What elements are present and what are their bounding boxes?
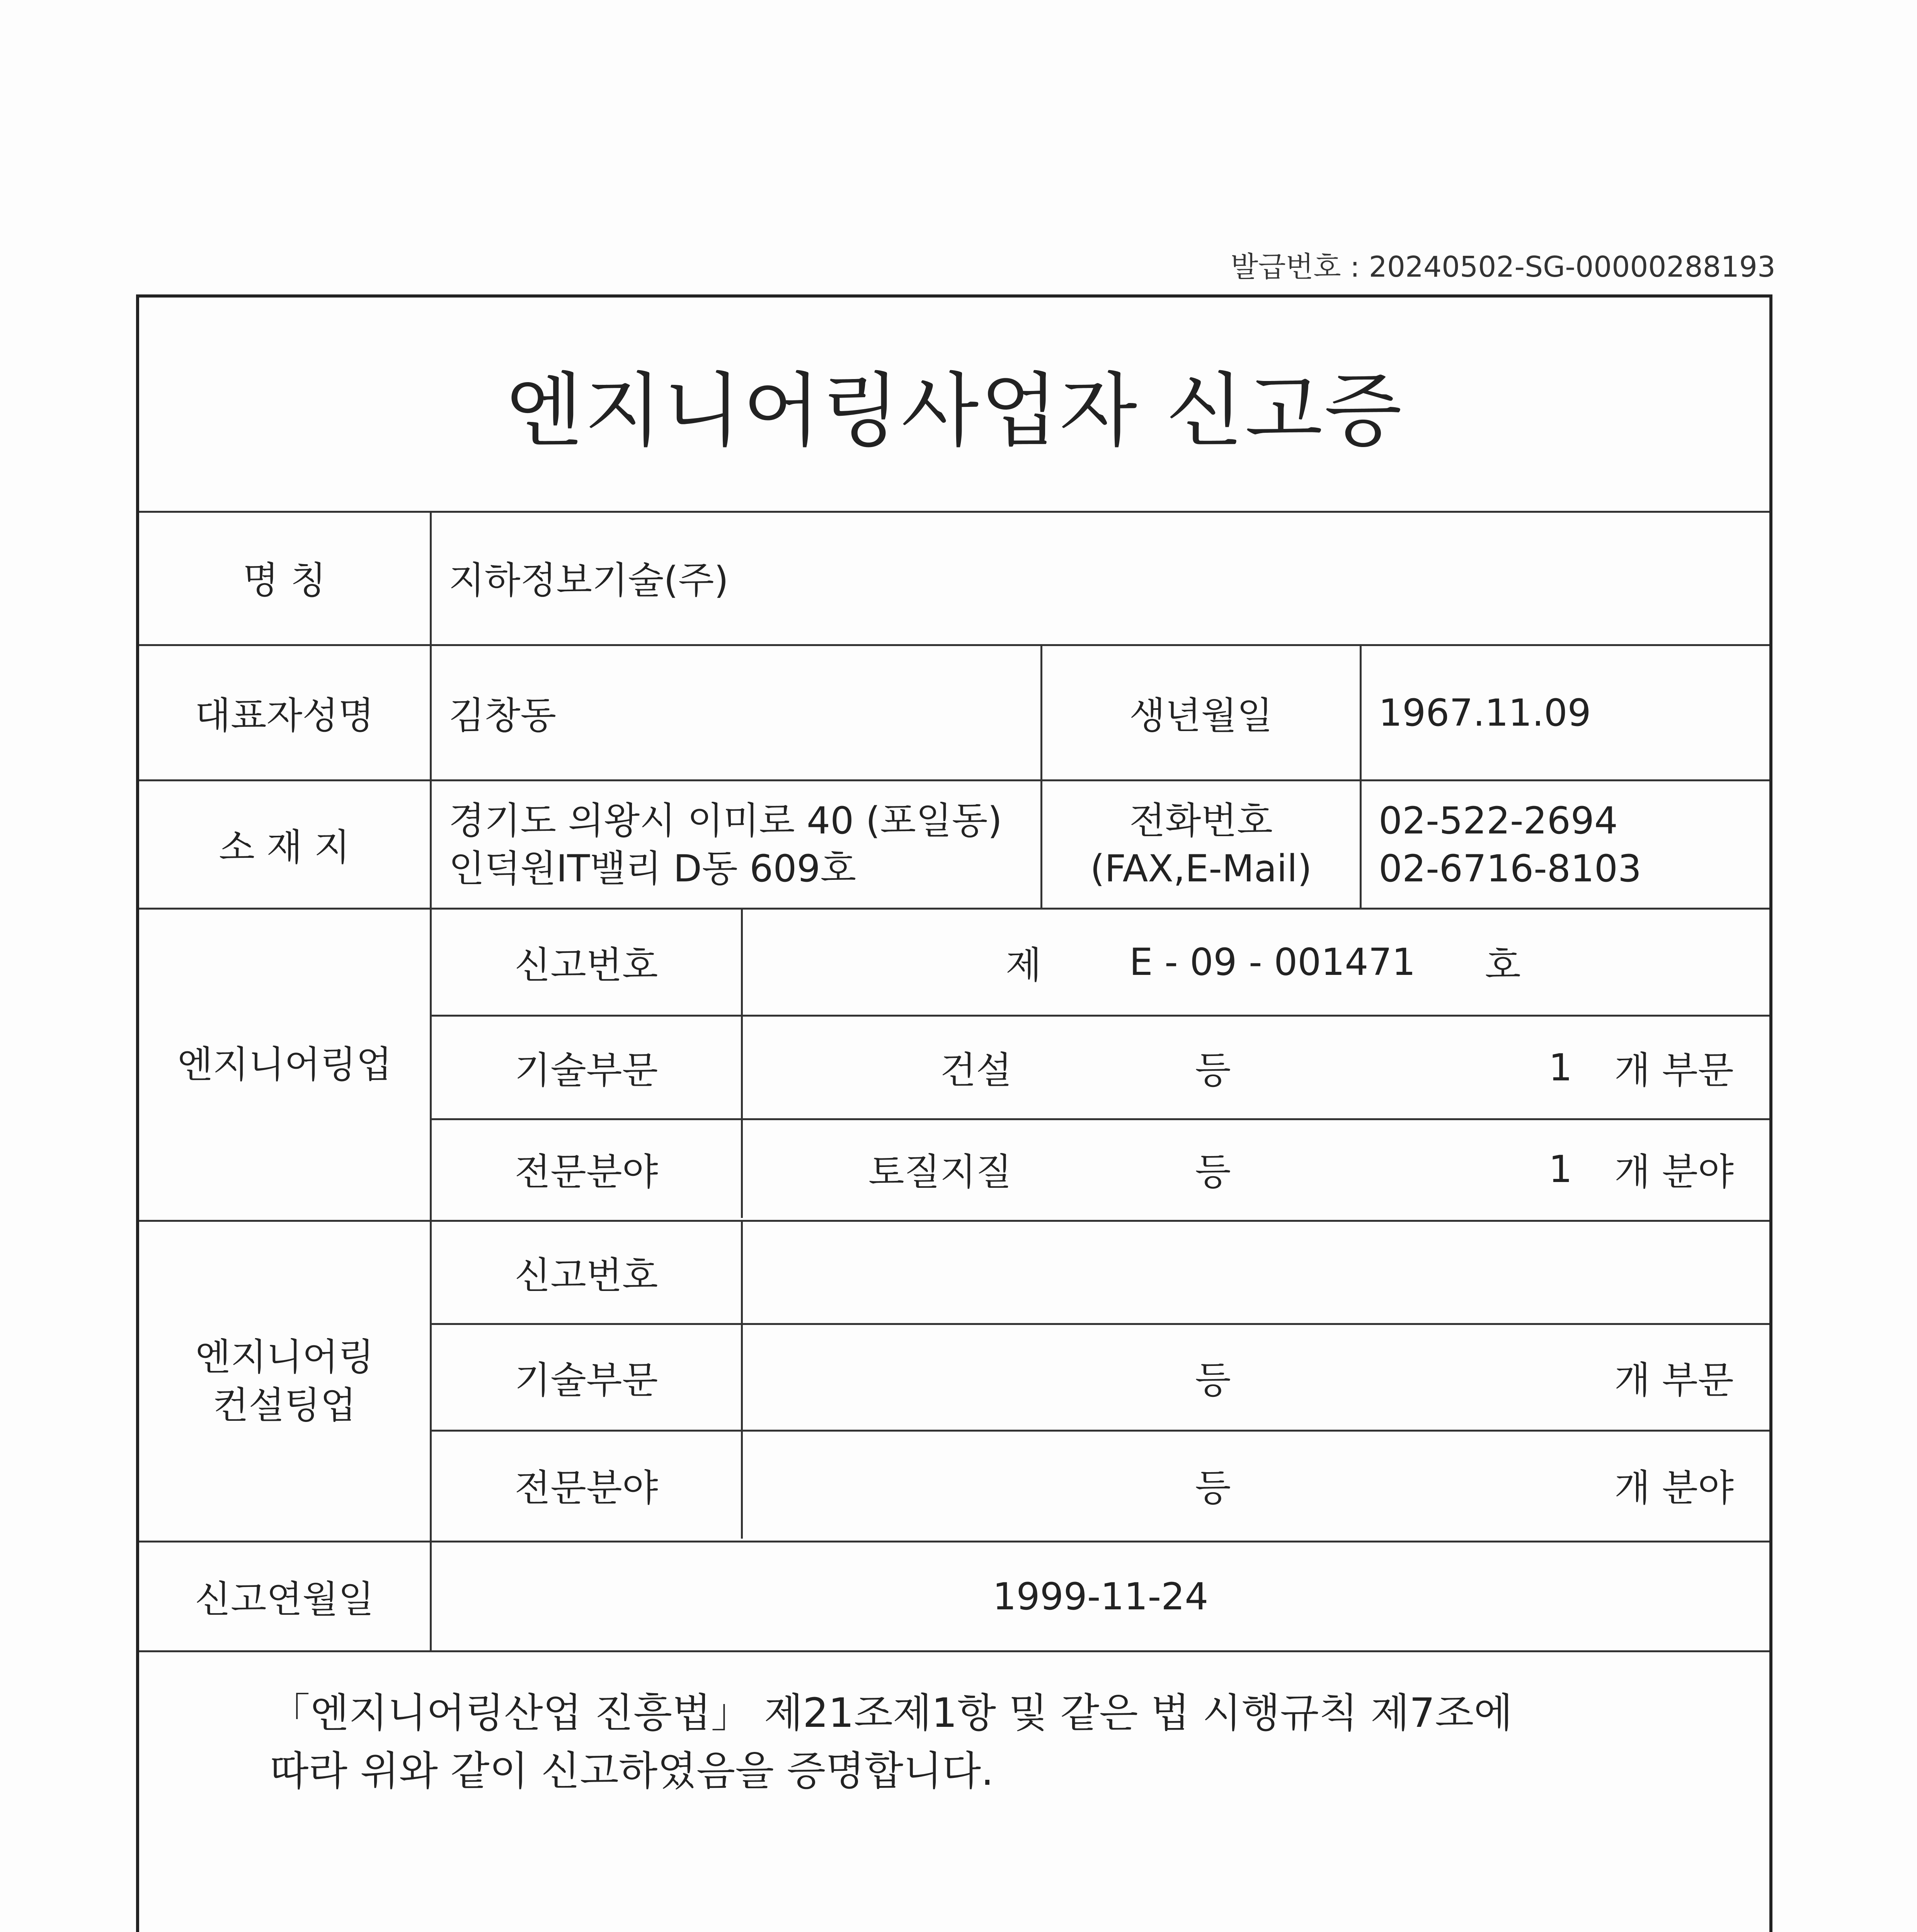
name-label: 명 칭 bbox=[243, 559, 326, 602]
consulting-field-label: 전문분야 bbox=[514, 1466, 658, 1510]
phone-value bbox=[1360, 781, 1769, 908]
consulting-reg-cell bbox=[741, 1222, 1769, 1323]
engineering-field-unit: 개 분야 bbox=[1614, 1150, 1734, 1194]
consulting-field-cell bbox=[741, 1432, 1769, 1539]
consulting-tech-unit: 개 부문 bbox=[1614, 1359, 1734, 1402]
engineering-field-row bbox=[432, 1118, 1769, 1218]
name-value: 지하정보기술(주) bbox=[430, 511, 1769, 644]
consulting-group-label-1: 엔지니어링 bbox=[195, 1335, 374, 1379]
engineering-reg-row bbox=[432, 910, 1769, 1015]
birth-value: 1967.11.09 bbox=[1360, 646, 1769, 779]
representative-label: 대표자성명 bbox=[195, 694, 374, 737]
address-line-1: 경기도 의왕시 이미로 40 (포일동) bbox=[449, 799, 1002, 842]
engineering-reg-cell bbox=[741, 910, 1769, 1015]
consulting-group-label bbox=[139, 1222, 430, 1541]
engineering-reg-label: 신고번호 bbox=[514, 943, 658, 987]
engineering-tech-cell bbox=[741, 1017, 1769, 1118]
consulting-reg-label: 신고번호 bbox=[514, 1253, 658, 1297]
consulting-field-row bbox=[432, 1430, 1769, 1539]
engineering-reg-number: E - 09 - 001471 bbox=[1129, 940, 1416, 984]
phone-label bbox=[1040, 781, 1360, 908]
engineering-tech-label: 기술부문 bbox=[514, 1049, 658, 1092]
engineering-field-label: 전문분야 bbox=[514, 1150, 658, 1194]
consulting-field-etc: 등 bbox=[1195, 1466, 1231, 1510]
engineering-reg-prefix: 제 bbox=[1006, 943, 1042, 987]
consulting-tech-label: 기술부문 bbox=[514, 1359, 658, 1402]
engineering-tech-etc: 등 bbox=[1195, 1049, 1231, 1092]
engineering-tech-row bbox=[432, 1015, 1769, 1118]
consulting-tech-row bbox=[432, 1323, 1769, 1430]
address-value bbox=[430, 781, 1040, 908]
representative-row bbox=[139, 646, 1769, 781]
engineering-tech-unit: 개 부문 bbox=[1614, 1049, 1734, 1092]
address-label: 소 재 지 bbox=[219, 826, 350, 869]
engineering-reg-suffix: 호 bbox=[1485, 943, 1521, 987]
engineering-field-etc: 등 bbox=[1195, 1150, 1231, 1194]
phone-label-line-1: 전화번호 bbox=[1129, 799, 1273, 842]
report-date-label: 신고연월일 bbox=[195, 1578, 374, 1621]
consulting-field-unit: 개 분야 bbox=[1614, 1466, 1734, 1510]
engineering-subtable bbox=[430, 910, 1769, 1220]
birth-label: 생년월일 bbox=[1040, 646, 1360, 779]
issue-number: 발급번호 : 20240502-SG-00000288193 bbox=[1230, 250, 1776, 284]
engineering-group-label: 엔지니어링업 bbox=[177, 1043, 392, 1087]
consulting-reg-row bbox=[432, 1222, 1769, 1323]
consulting-tech-etc: 등 bbox=[1195, 1359, 1231, 1402]
address-line-2: 인덕원IT밸리 D동 609호 bbox=[449, 847, 856, 890]
engineering-field-value: 토질지질 bbox=[868, 1150, 1012, 1194]
name-row bbox=[139, 511, 1769, 646]
engineering-tech-value: 건설 bbox=[940, 1049, 1012, 1092]
engineering-field-cell bbox=[741, 1120, 1769, 1218]
consulting-group-label-2: 컨설팅업 bbox=[213, 1383, 356, 1427]
statement-line-2: 따라 위와 같이 신고하였음을 증명합니다. bbox=[270, 1747, 994, 1794]
phone-number: 02-522-2694 bbox=[1379, 799, 1618, 842]
report-date-value: 1999-11-24 bbox=[430, 1543, 1769, 1650]
address-row bbox=[139, 781, 1769, 910]
engineering-tech-count: 1 bbox=[1549, 1046, 1573, 1089]
consulting-group bbox=[139, 1222, 1769, 1543]
representative-value: 김창동 bbox=[430, 646, 1040, 779]
fax-number: 02-6716-8103 bbox=[1379, 847, 1642, 890]
phone-label-line-2: (FAX,E-Mail) bbox=[1090, 847, 1312, 890]
document-title: 엔지니어링사업자 신고증 bbox=[139, 298, 1769, 513]
engineering-field-count: 1 bbox=[1549, 1147, 1573, 1191]
engineering-group bbox=[139, 910, 1769, 1222]
consulting-tech-cell bbox=[741, 1325, 1769, 1430]
certificate-frame bbox=[136, 294, 1772, 1932]
certification-statement bbox=[270, 1684, 1513, 1800]
consulting-subtable bbox=[430, 1222, 1769, 1541]
certificate-table bbox=[139, 511, 1769, 1652]
statement-line-1: 「엔지니어링산업 진흥법」 제21조제1항 및 같은 법 시행규칙 제7조에 bbox=[270, 1689, 1513, 1736]
report-date-row bbox=[139, 1543, 1769, 1652]
